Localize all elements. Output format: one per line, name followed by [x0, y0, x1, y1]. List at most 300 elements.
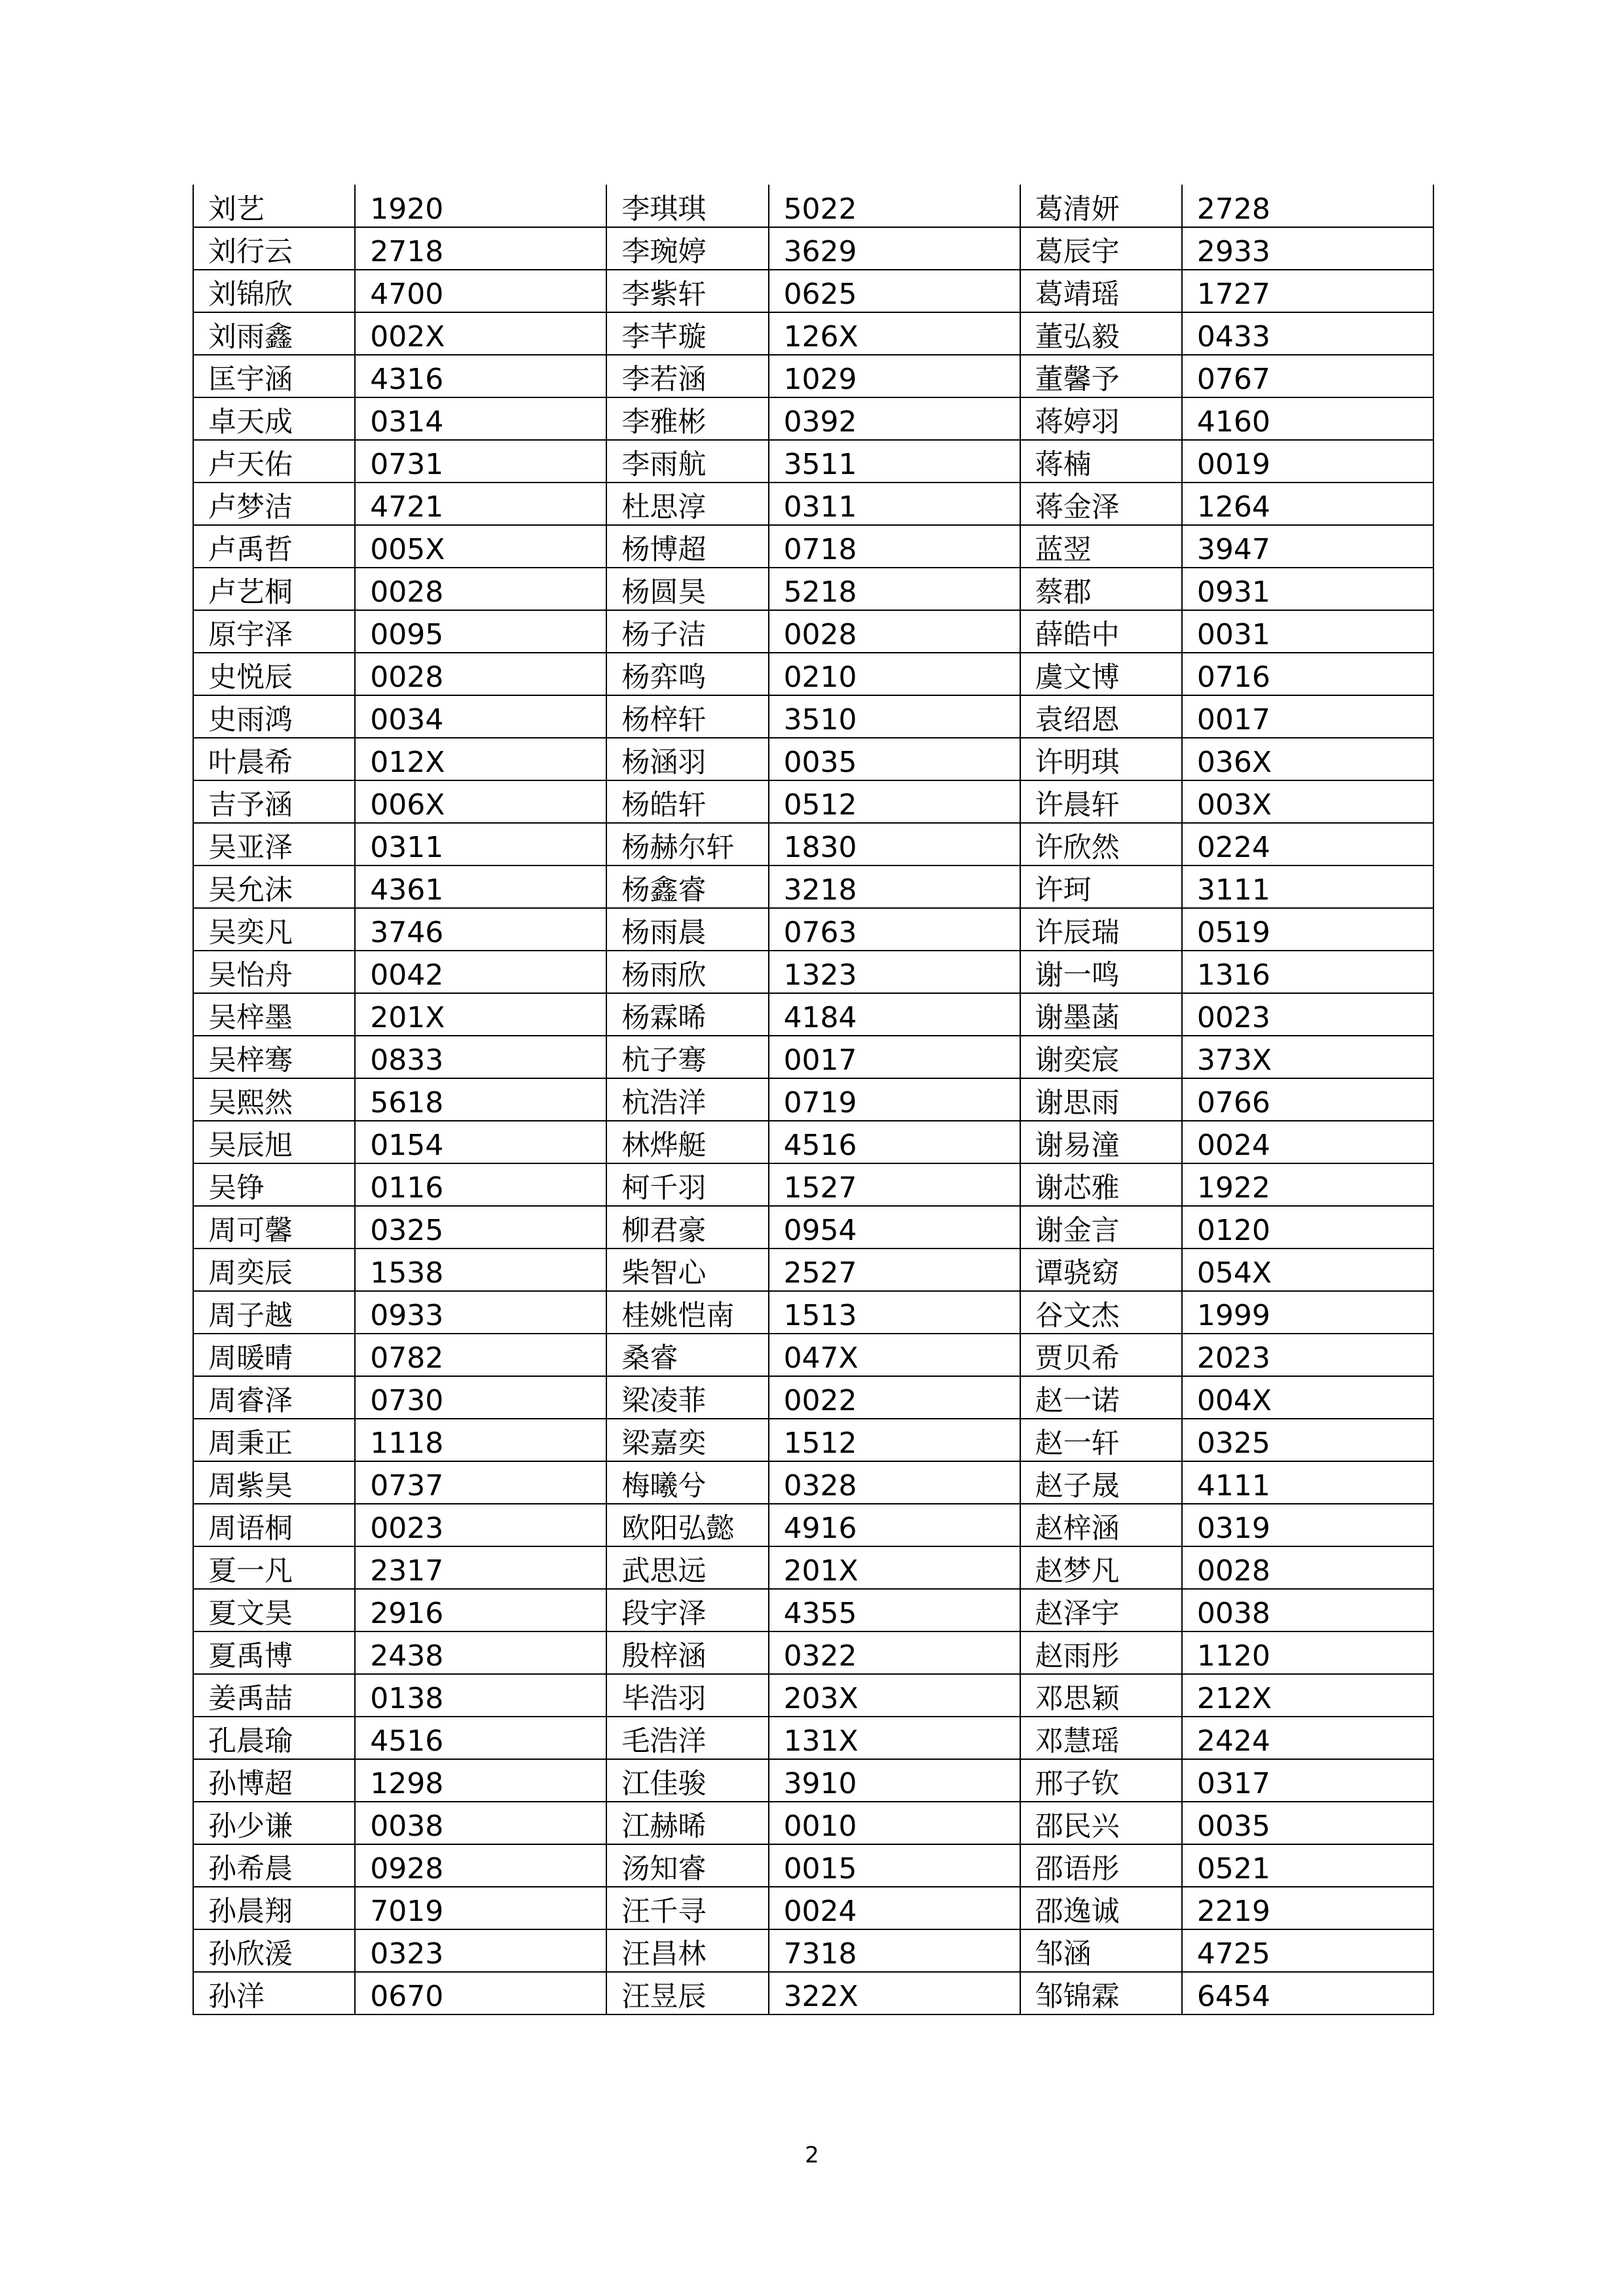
student-name-cell: 吴梓骞 — [193, 1036, 355, 1078]
student-name-cell: 吴允沫 — [193, 866, 355, 908]
table-row — [193, 908, 1433, 951]
student-name-cell: 杨雨欣 — [606, 951, 768, 993]
id-suffix-cell: 0319 — [1182, 1504, 1433, 1546]
table-row — [193, 312, 1433, 355]
id-suffix-cell: 0095 — [355, 610, 606, 653]
id-suffix-cell: 0737 — [355, 1461, 606, 1504]
student-name-cell: 杨博超 — [606, 525, 768, 568]
student-name-cell: 杨子洁 — [606, 610, 768, 653]
table-row — [193, 1802, 1433, 1844]
table-row — [193, 227, 1433, 270]
student-name-cell: 许明琪 — [1020, 738, 1182, 780]
student-name-cell: 蒋金泽 — [1020, 483, 1182, 525]
id-suffix-cell: 0028 — [769, 610, 1020, 653]
student-name-cell: 李琬婷 — [606, 227, 768, 270]
student-name-cell: 梅曦兮 — [606, 1461, 768, 1504]
student-name-cell: 吴铮 — [193, 1163, 355, 1206]
id-suffix-cell: 1922 — [1182, 1163, 1433, 1206]
id-suffix-cell: 203X — [769, 1674, 1020, 1717]
table-row — [193, 355, 1433, 397]
student-name-cell: 许晨轩 — [1020, 780, 1182, 823]
id-suffix-cell: 0670 — [355, 1972, 606, 2014]
table-row — [193, 1717, 1433, 1759]
student-name-cell: 吴梓墨 — [193, 993, 355, 1036]
table-row — [193, 1589, 1433, 1631]
id-suffix-cell: 0328 — [769, 1461, 1020, 1504]
table-row — [193, 440, 1433, 483]
student-name-cell: 姜禹喆 — [193, 1674, 355, 1717]
student-name-cell: 段宇泽 — [606, 1589, 768, 1631]
table-row — [193, 185, 1433, 227]
id-suffix-cell: 3910 — [769, 1759, 1020, 1802]
student-name-cell: 虞文博 — [1020, 653, 1182, 695]
student-name-cell: 吴怡舟 — [193, 951, 355, 993]
id-suffix-cell: 0719 — [769, 1078, 1020, 1121]
id-suffix-cell: 4160 — [1182, 397, 1433, 440]
id-suffix-cell: 006X — [355, 780, 606, 823]
table-row — [193, 1078, 1433, 1121]
page-number: 2 — [805, 2142, 819, 2168]
id-suffix-cell: 0031 — [1182, 610, 1433, 653]
id-suffix-cell: 0311 — [355, 823, 606, 866]
student-name-cell: 卓天成 — [193, 397, 355, 440]
student-name-cell: 刘雨鑫 — [193, 312, 355, 355]
table-row — [193, 1631, 1433, 1674]
student-name-cell: 刘艺 — [193, 185, 355, 227]
roster-body — [193, 185, 1433, 2014]
id-suffix-cell: 7019 — [355, 1887, 606, 1929]
student-name-cell: 卢天佑 — [193, 440, 355, 483]
id-suffix-cell: 004X — [1182, 1376, 1433, 1419]
student-name-cell: 刘锦欣 — [193, 270, 355, 312]
id-suffix-cell: 1920 — [355, 185, 606, 227]
student-name-cell: 邹锦霖 — [1020, 1972, 1182, 2014]
student-name-cell: 邹涵 — [1020, 1929, 1182, 1972]
id-suffix-cell: 3510 — [769, 695, 1020, 738]
table-row — [193, 738, 1433, 780]
student-name-cell: 董馨予 — [1020, 355, 1182, 397]
student-name-cell: 邵逸诚 — [1020, 1887, 1182, 1929]
student-name-cell: 梁凌菲 — [606, 1376, 768, 1419]
id-suffix-cell: 0042 — [355, 951, 606, 993]
id-suffix-cell: 0034 — [355, 695, 606, 738]
id-suffix-cell: 201X — [355, 993, 606, 1036]
table-row — [193, 1504, 1433, 1546]
id-suffix-cell: 2317 — [355, 1546, 606, 1589]
student-name-cell: 杨鑫睿 — [606, 866, 768, 908]
student-name-cell: 卢梦洁 — [193, 483, 355, 525]
id-suffix-cell: 1538 — [355, 1248, 606, 1291]
student-name-cell: 欧阳弘懿 — [606, 1504, 768, 1546]
table-row — [193, 866, 1433, 908]
student-name-cell: 赵梓涵 — [1020, 1504, 1182, 1546]
student-name-cell: 李芊璇 — [606, 312, 768, 355]
id-suffix-cell: 1120 — [1182, 1631, 1433, 1674]
student-name-cell: 夏一凡 — [193, 1546, 355, 1589]
student-name-cell: 柳君豪 — [606, 1206, 768, 1248]
id-suffix-cell: 0035 — [769, 738, 1020, 780]
id-suffix-cell: 3746 — [355, 908, 606, 951]
student-name-cell: 杭子骞 — [606, 1036, 768, 1078]
student-name-cell: 谢易潼 — [1020, 1121, 1182, 1163]
id-suffix-cell: 0325 — [1182, 1419, 1433, 1461]
student-name-cell: 谷文杰 — [1020, 1291, 1182, 1334]
id-suffix-cell: 0767 — [1182, 355, 1433, 397]
id-suffix-cell: 5218 — [769, 568, 1020, 610]
student-name-cell: 卢禹哲 — [193, 525, 355, 568]
student-name-cell: 林烨艇 — [606, 1121, 768, 1163]
table-row — [193, 1887, 1433, 1929]
student-name-cell: 葛靖瑶 — [1020, 270, 1182, 312]
student-name-cell: 李雅彬 — [606, 397, 768, 440]
student-name-cell: 赵一轩 — [1020, 1419, 1182, 1461]
student-name-cell: 董弘毅 — [1020, 312, 1182, 355]
table-row — [193, 610, 1433, 653]
id-suffix-cell: 4700 — [355, 270, 606, 312]
id-suffix-cell: 0138 — [355, 1674, 606, 1717]
id-suffix-cell: 0022 — [769, 1376, 1020, 1419]
student-name-cell: 周可馨 — [193, 1206, 355, 1248]
student-name-cell: 周睿泽 — [193, 1376, 355, 1419]
id-suffix-cell: 003X — [1182, 780, 1433, 823]
student-name-cell: 许珂 — [1020, 866, 1182, 908]
student-name-cell: 蒋婷羽 — [1020, 397, 1182, 440]
id-suffix-cell: 4916 — [769, 1504, 1020, 1546]
student-name-cell: 柯千羽 — [606, 1163, 768, 1206]
student-name-cell: 周紫昊 — [193, 1461, 355, 1504]
id-suffix-cell: 0730 — [355, 1376, 606, 1419]
id-suffix-cell: 0120 — [1182, 1206, 1433, 1248]
id-suffix-cell: 1527 — [769, 1163, 1020, 1206]
student-name-cell: 邵语彤 — [1020, 1844, 1182, 1887]
id-suffix-cell: 4111 — [1182, 1461, 1433, 1504]
student-name-cell: 孔晨瑜 — [193, 1717, 355, 1759]
table-row — [193, 951, 1433, 993]
table-row — [193, 525, 1433, 568]
student-name-cell: 赵雨彤 — [1020, 1631, 1182, 1674]
student-name-cell: 谢墨菡 — [1020, 993, 1182, 1036]
student-name-cell: 杨弈鸣 — [606, 653, 768, 695]
student-name-cell: 杨梓轩 — [606, 695, 768, 738]
student-name-cell: 吴辰旭 — [193, 1121, 355, 1163]
student-name-cell: 李琪琪 — [606, 185, 768, 227]
id-suffix-cell: 2933 — [1182, 227, 1433, 270]
id-suffix-cell: 4721 — [355, 483, 606, 525]
id-suffix-cell: 0019 — [1182, 440, 1433, 483]
student-name-cell: 匡宇涵 — [193, 355, 355, 397]
id-suffix-cell: 0512 — [769, 780, 1020, 823]
student-name-cell: 赵梦凡 — [1020, 1546, 1182, 1589]
student-name-cell: 卢艺桐 — [193, 568, 355, 610]
student-name-cell: 邢子钦 — [1020, 1759, 1182, 1802]
id-suffix-cell: 0322 — [769, 1631, 1020, 1674]
student-name-cell: 江赫晞 — [606, 1802, 768, 1844]
id-suffix-cell: 4516 — [769, 1121, 1020, 1163]
id-suffix-cell: 2023 — [1182, 1334, 1433, 1376]
id-suffix-cell: 0782 — [355, 1334, 606, 1376]
id-suffix-cell: 3218 — [769, 866, 1020, 908]
id-suffix-cell: 0392 — [769, 397, 1020, 440]
id-suffix-cell: 0017 — [1182, 695, 1433, 738]
student-name-cell: 邓思颖 — [1020, 1674, 1182, 1717]
id-suffix-cell: 201X — [769, 1546, 1020, 1589]
student-name-cell: 谭骁窈 — [1020, 1248, 1182, 1291]
table-row — [193, 823, 1433, 866]
table-row — [193, 993, 1433, 1036]
id-suffix-cell: 126X — [769, 312, 1020, 355]
student-name-cell: 李紫轩 — [606, 270, 768, 312]
student-name-cell: 葛辰宇 — [1020, 227, 1182, 270]
id-suffix-cell: 3629 — [769, 227, 1020, 270]
student-name-cell: 孙晨翔 — [193, 1887, 355, 1929]
student-name-cell: 史雨鸿 — [193, 695, 355, 738]
id-suffix-cell: 0023 — [355, 1504, 606, 1546]
id-suffix-cell: 047X — [769, 1334, 1020, 1376]
student-name-cell: 谢金言 — [1020, 1206, 1182, 1248]
student-name-cell: 殷梓涵 — [606, 1631, 768, 1674]
id-suffix-cell: 1323 — [769, 951, 1020, 993]
id-suffix-cell: 2219 — [1182, 1887, 1433, 1929]
id-suffix-cell: 2527 — [769, 1248, 1020, 1291]
id-suffix-cell: 2916 — [355, 1589, 606, 1631]
id-suffix-cell: 0028 — [355, 568, 606, 610]
student-name-cell: 夏文昊 — [193, 1589, 355, 1631]
id-suffix-cell: 2718 — [355, 227, 606, 270]
id-suffix-cell: 4184 — [769, 993, 1020, 1036]
student-name-cell: 周奕辰 — [193, 1248, 355, 1291]
student-name-cell: 孙洋 — [193, 1972, 355, 2014]
id-suffix-cell: 0024 — [769, 1887, 1020, 1929]
id-suffix-cell: 0154 — [355, 1121, 606, 1163]
id-suffix-cell: 1298 — [355, 1759, 606, 1802]
table-row — [193, 1461, 1433, 1504]
student-name-cell: 叶晨希 — [193, 738, 355, 780]
table-row — [193, 1759, 1433, 1802]
table-row — [193, 397, 1433, 440]
id-suffix-cell: 1316 — [1182, 951, 1433, 993]
student-name-cell: 李若涵 — [606, 355, 768, 397]
student-name-cell: 汪昌林 — [606, 1929, 768, 1972]
student-name-cell: 邵民兴 — [1020, 1802, 1182, 1844]
student-name-cell: 孙博超 — [193, 1759, 355, 1802]
student-name-cell: 谢奕宸 — [1020, 1036, 1182, 1078]
student-name-cell: 柴智心 — [606, 1248, 768, 1291]
id-suffix-cell: 131X — [769, 1717, 1020, 1759]
student-name-cell: 汪千寻 — [606, 1887, 768, 1929]
student-name-cell: 杨圆昊 — [606, 568, 768, 610]
id-suffix-cell: 322X — [769, 1972, 1020, 2014]
table-row — [193, 1546, 1433, 1589]
student-name-cell: 毕浩羽 — [606, 1674, 768, 1717]
student-name-cell: 杨皓轩 — [606, 780, 768, 823]
id-suffix-cell: 0731 — [355, 440, 606, 483]
id-suffix-cell: 373X — [1182, 1036, 1433, 1078]
id-suffix-cell: 0010 — [769, 1802, 1020, 1844]
table-row — [193, 1121, 1433, 1163]
student-name-cell: 孙希晨 — [193, 1844, 355, 1887]
id-suffix-cell: 0931 — [1182, 568, 1433, 610]
id-suffix-cell: 1118 — [355, 1419, 606, 1461]
student-name-cell: 邓慧瑶 — [1020, 1717, 1182, 1759]
id-suffix-cell: 002X — [355, 312, 606, 355]
table-row — [193, 1163, 1433, 1206]
id-suffix-cell: 005X — [355, 525, 606, 568]
student-name-cell: 谢芯雅 — [1020, 1163, 1182, 1206]
table-row — [193, 1419, 1433, 1461]
id-suffix-cell: 0433 — [1182, 312, 1433, 355]
student-name-cell: 谢一鸣 — [1020, 951, 1182, 993]
student-name-cell: 杨霖晞 — [606, 993, 768, 1036]
id-suffix-cell: 4725 — [1182, 1929, 1433, 1972]
table-row — [193, 1376, 1433, 1419]
table-row — [193, 1972, 1433, 2014]
id-suffix-cell: 0314 — [355, 397, 606, 440]
table-row — [193, 1844, 1433, 1887]
id-suffix-cell: 1512 — [769, 1419, 1020, 1461]
id-suffix-cell: 0311 — [769, 483, 1020, 525]
table-row — [193, 653, 1433, 695]
student-name-cell: 杜思淳 — [606, 483, 768, 525]
student-name-cell: 蓝翌 — [1020, 525, 1182, 568]
student-name-cell: 周秉正 — [193, 1419, 355, 1461]
student-name-cell: 史悦辰 — [193, 653, 355, 695]
id-suffix-cell: 0023 — [1182, 993, 1433, 1036]
table-row — [193, 1929, 1433, 1972]
table-row — [193, 780, 1433, 823]
id-suffix-cell: 0317 — [1182, 1759, 1433, 1802]
id-suffix-cell: 5618 — [355, 1078, 606, 1121]
id-suffix-cell: 0038 — [355, 1802, 606, 1844]
roster-table — [193, 185, 1434, 2015]
id-suffix-cell: 5022 — [769, 185, 1020, 227]
student-name-cell: 吉予涵 — [193, 780, 355, 823]
id-suffix-cell: 0933 — [355, 1291, 606, 1334]
id-suffix-cell: 0028 — [355, 653, 606, 695]
id-suffix-cell: 0210 — [769, 653, 1020, 695]
student-name-cell: 杨雨晨 — [606, 908, 768, 951]
student-name-cell: 赵一诺 — [1020, 1376, 1182, 1419]
id-suffix-cell: 0833 — [355, 1036, 606, 1078]
id-suffix-cell: 0325 — [355, 1206, 606, 1248]
id-suffix-cell: 0766 — [1182, 1078, 1433, 1121]
student-name-cell: 孙少谦 — [193, 1802, 355, 1844]
id-suffix-cell: 3511 — [769, 440, 1020, 483]
student-name-cell: 孙欣湲 — [193, 1929, 355, 1972]
id-suffix-cell: 3947 — [1182, 525, 1433, 568]
id-suffix-cell: 7318 — [769, 1929, 1020, 1972]
student-name-cell: 赵子晟 — [1020, 1461, 1182, 1504]
id-suffix-cell: 0323 — [355, 1929, 606, 1972]
student-name-cell: 江佳骏 — [606, 1759, 768, 1802]
table-row — [193, 1291, 1433, 1334]
id-suffix-cell: 0519 — [1182, 908, 1433, 951]
table-row — [193, 1674, 1433, 1717]
id-suffix-cell: 4516 — [355, 1717, 606, 1759]
table-row — [193, 483, 1433, 525]
student-name-cell: 桂姚恺南 — [606, 1291, 768, 1334]
id-suffix-cell: 0024 — [1182, 1121, 1433, 1163]
id-suffix-cell: 0625 — [769, 270, 1020, 312]
student-name-cell: 梁嘉奕 — [606, 1419, 768, 1461]
id-suffix-cell: 0954 — [769, 1206, 1020, 1248]
id-suffix-cell: 1830 — [769, 823, 1020, 866]
student-name-cell: 薛皓中 — [1020, 610, 1182, 653]
student-name-cell: 杨赫尔轩 — [606, 823, 768, 866]
student-name-cell: 蔡郡 — [1020, 568, 1182, 610]
student-name-cell: 桑睿 — [606, 1334, 768, 1376]
student-name-cell: 许欣然 — [1020, 823, 1182, 866]
student-name-cell: 杨涵羽 — [606, 738, 768, 780]
id-suffix-cell: 0928 — [355, 1844, 606, 1887]
student-name-cell: 汪昱辰 — [606, 1972, 768, 2014]
student-name-cell: 葛清妍 — [1020, 185, 1182, 227]
student-name-cell: 贾贝希 — [1020, 1334, 1182, 1376]
table-row — [193, 270, 1433, 312]
id-suffix-cell: 1513 — [769, 1291, 1020, 1334]
id-suffix-cell: 212X — [1182, 1674, 1433, 1717]
id-suffix-cell: 0716 — [1182, 653, 1433, 695]
student-name-cell: 毛浩洋 — [606, 1717, 768, 1759]
id-suffix-cell: 0116 — [355, 1163, 606, 1206]
student-name-cell: 杭浩洋 — [606, 1078, 768, 1121]
id-suffix-cell: 0028 — [1182, 1546, 1433, 1589]
student-name-cell: 夏禹博 — [193, 1631, 355, 1674]
student-name-cell: 周暖晴 — [193, 1334, 355, 1376]
table-row — [193, 1206, 1433, 1248]
student-name-cell: 吴亚泽 — [193, 823, 355, 866]
student-name-cell: 汤知睿 — [606, 1844, 768, 1887]
id-suffix-cell: 2438 — [355, 1631, 606, 1674]
id-suffix-cell: 3111 — [1182, 866, 1433, 908]
student-name-cell: 吴奕凡 — [193, 908, 355, 951]
student-name-cell: 周语桐 — [193, 1504, 355, 1546]
id-suffix-cell: 2728 — [1182, 185, 1433, 227]
id-suffix-cell: 054X — [1182, 1248, 1433, 1291]
student-name-cell: 原宇泽 — [193, 610, 355, 653]
id-suffix-cell: 1264 — [1182, 483, 1433, 525]
id-suffix-cell: 0763 — [769, 908, 1020, 951]
student-name-cell: 李雨航 — [606, 440, 768, 483]
id-suffix-cell: 4355 — [769, 1589, 1020, 1631]
student-name-cell: 吴熙然 — [193, 1078, 355, 1121]
student-name-cell: 蒋楠 — [1020, 440, 1182, 483]
id-suffix-cell: 0017 — [769, 1036, 1020, 1078]
id-suffix-cell: 0035 — [1182, 1802, 1433, 1844]
student-name-cell: 武思远 — [606, 1546, 768, 1589]
table-row — [193, 1036, 1433, 1078]
table-row — [193, 1334, 1433, 1376]
id-suffix-cell: 4316 — [355, 355, 606, 397]
id-suffix-cell: 6454 — [1182, 1972, 1433, 2014]
id-suffix-cell: 0015 — [769, 1844, 1020, 1887]
id-suffix-cell: 036X — [1182, 738, 1433, 780]
id-suffix-cell: 1999 — [1182, 1291, 1433, 1334]
student-name-cell: 周子越 — [193, 1291, 355, 1334]
id-suffix-cell: 012X — [355, 738, 606, 780]
table-row — [193, 568, 1433, 610]
student-name-cell: 许辰瑞 — [1020, 908, 1182, 951]
id-suffix-cell: 0224 — [1182, 823, 1433, 866]
student-name-cell: 赵泽宇 — [1020, 1589, 1182, 1631]
table-row — [193, 1248, 1433, 1291]
id-suffix-cell: 0038 — [1182, 1589, 1433, 1631]
student-name-cell: 刘行云 — [193, 227, 355, 270]
id-suffix-cell: 0521 — [1182, 1844, 1433, 1887]
id-suffix-cell: 1029 — [769, 355, 1020, 397]
table-row — [193, 695, 1433, 738]
student-name-cell: 袁绍恩 — [1020, 695, 1182, 738]
id-suffix-cell: 1727 — [1182, 270, 1433, 312]
